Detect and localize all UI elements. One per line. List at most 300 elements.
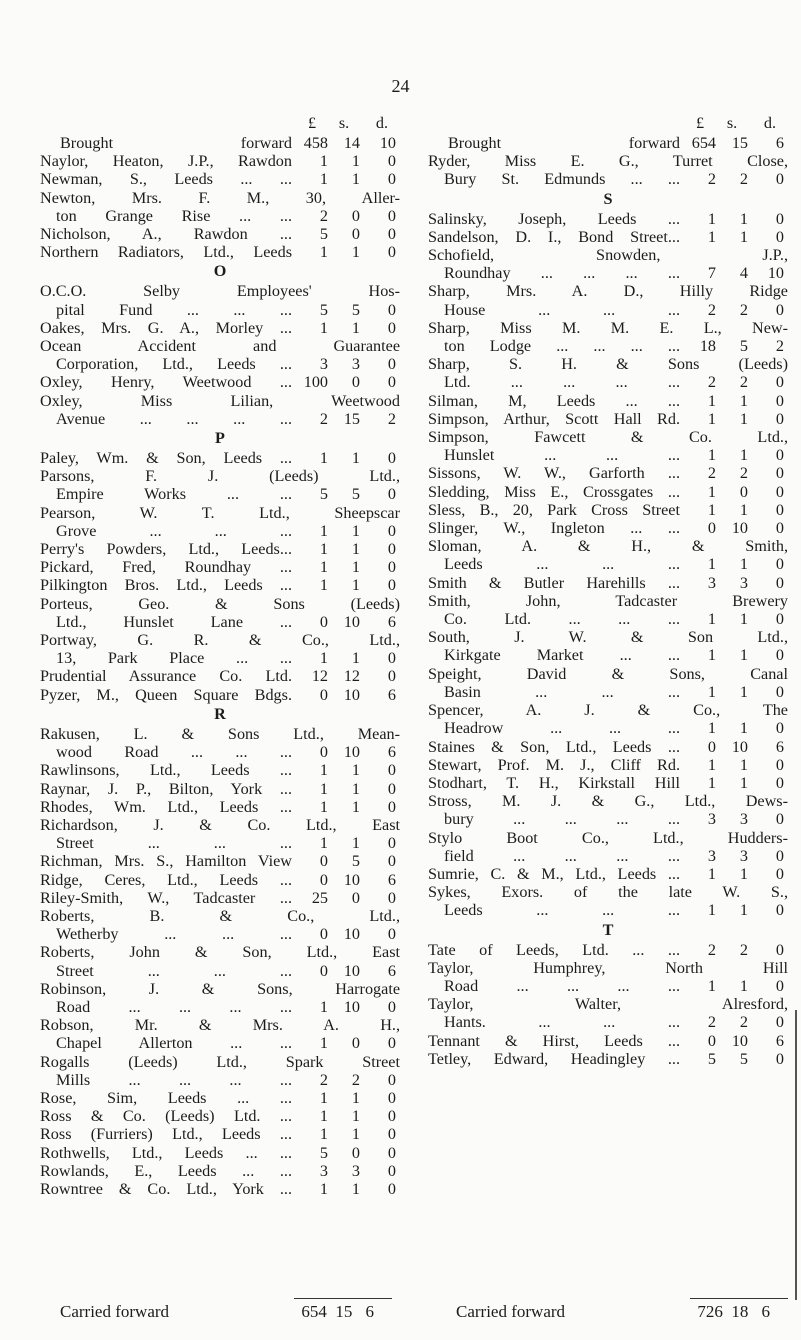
- list-item: [428, 519, 788, 537]
- entry-name: Ross & Co. (Leeds) Ltd. ...: [40, 1107, 292, 1126]
- list-item: [40, 522, 400, 540]
- amount-shillings: 15: [343, 409, 360, 428]
- amount-shillings: 10: [343, 961, 360, 980]
- amount-pounds: 1: [319, 1125, 328, 1144]
- amount-pounds: 0: [319, 961, 328, 980]
- entry-name: ton Lodge ... ... ... ...: [444, 337, 680, 356]
- list-item: [40, 816, 400, 834]
- entry-name: Headrow ... ... ...: [444, 719, 680, 738]
- amount-pounds: 12: [311, 667, 328, 686]
- list-item: [40, 780, 400, 798]
- carried-forward-label: Carried forward: [456, 1302, 566, 1321]
- entry-name: field ... ... ... ...: [444, 846, 680, 865]
- amount-shillings: 2: [739, 464, 748, 483]
- amount-pence: 6: [775, 1031, 784, 1050]
- amount-pence: 0: [387, 779, 396, 798]
- list-item: [40, 558, 400, 576]
- amount-pence: 0: [387, 521, 396, 540]
- entry-name: Ltd., Hunslet Lane ...: [56, 612, 292, 631]
- amount-pounds: 1: [707, 209, 716, 228]
- amount-shillings: 1: [739, 755, 748, 774]
- amount-pence: 0: [775, 373, 784, 392]
- entry-name: Robinson, J. & Sons, Harrogate: [40, 979, 400, 998]
- amount-pence: 0: [775, 464, 784, 483]
- list-item: [40, 485, 400, 503]
- entry-name: Smith, John, Tadcaster Brewery: [428, 591, 788, 610]
- amount-shillings: 1: [351, 558, 360, 577]
- amount-pence: 0: [387, 852, 396, 871]
- entry-name: Tetley, Edward, Headingley ...: [428, 1049, 680, 1068]
- list-item: [40, 631, 400, 649]
- entry-name: Northern Radiators, Ltd., Leeds: [40, 243, 292, 262]
- entry-name: Sloman, A. & H., & Smith,: [428, 537, 788, 556]
- amount-shillings: 1: [739, 719, 748, 738]
- list-item: [428, 355, 788, 373]
- brought-forward-label: Brought forward: [60, 134, 292, 152]
- entry-name: Leeds ... ... ...: [444, 901, 680, 920]
- amount-pounds: 2: [319, 409, 328, 428]
- entry-name: Sless, B., 20, Park Cross Street: [428, 500, 680, 519]
- entry-name: Speight, David & Sons, Canal: [428, 664, 788, 683]
- amount-shillings: 2: [739, 170, 748, 189]
- amount-pounds: 1: [319, 318, 328, 337]
- list-item: [428, 610, 788, 628]
- entry-name: Robson, Mr. & Mrs. A. H.,: [40, 1016, 400, 1035]
- entry-name: Pearson, W. T. Ltd., Sheepscar: [40, 503, 400, 522]
- amount-pence: 0: [775, 940, 784, 959]
- entry-name: Richardson, J. & Co. Ltd., East: [40, 815, 400, 834]
- entry-name: Sandelson, D. I., Bond Street...: [428, 227, 680, 246]
- list-item: [40, 225, 400, 243]
- page-number: 24: [391, 76, 410, 96]
- amount-shillings: 1: [739, 682, 748, 701]
- amount-pence: 6: [761, 1302, 770, 1321]
- amount-shillings: 1: [351, 449, 360, 468]
- amount-shillings: 1: [739, 500, 748, 519]
- amount-shillings: 3: [351, 1161, 360, 1180]
- entry-name: Sharp, S. H. & Sons (Leeds): [428, 355, 788, 374]
- amount-pounds: 1: [319, 1179, 328, 1198]
- list-item: [428, 829, 788, 847]
- list-item: [40, 1071, 400, 1089]
- entry-name: Paley, Wm. & Son, Leeds ...: [40, 449, 292, 468]
- list-item: [40, 743, 400, 761]
- amount-pounds: 0: [319, 685, 328, 704]
- amount-shillings: 1: [739, 976, 748, 995]
- entry-name: Taylor, Humphrey, North Hill: [428, 958, 788, 977]
- amount-pounds: 1: [319, 449, 328, 468]
- amount-pence: 0: [775, 976, 784, 995]
- list-item: [40, 449, 400, 467]
- amount-shillings: 10: [343, 997, 360, 1016]
- pounds-header: £: [307, 114, 317, 132]
- amount-shillings: 1: [739, 773, 748, 792]
- list-item: [40, 998, 400, 1016]
- amount-shillings: 1: [351, 1088, 360, 1107]
- entry-name: Sharp, Mrs. A. D., Hilly Ridge: [428, 282, 788, 301]
- entry-name: Roundhay ... ... ... ...: [444, 264, 680, 283]
- amount-pence: 0: [775, 555, 784, 574]
- list-item: [428, 337, 788, 355]
- amount-pounds: 0: [319, 612, 328, 631]
- amount-pounds: 1: [707, 976, 716, 995]
- amount-pence: 0: [387, 997, 396, 1016]
- amount-pounds: 5: [319, 225, 328, 244]
- carried-forward-row: [60, 1302, 374, 1322]
- entry-name: Sharp, Miss M. M. E. L., New-: [428, 318, 788, 337]
- amount-pounds: 1: [319, 649, 328, 668]
- list-item: [428, 537, 788, 555]
- amount-shillings: 5: [739, 337, 748, 356]
- entry-name: House ... ... ...: [444, 300, 680, 319]
- amount-pence: 0: [775, 1013, 784, 1032]
- amount-shillings: 14: [343, 134, 360, 152]
- amount-pounds: 1: [319, 1034, 328, 1053]
- amount-pounds: 0: [707, 1031, 716, 1050]
- amount-pounds: 0: [319, 852, 328, 871]
- list-item: [40, 301, 400, 319]
- amount-pence: 6: [775, 737, 784, 756]
- list-item: [428, 210, 788, 228]
- amount-pounds: 3: [707, 573, 716, 592]
- amount-pence: 0: [387, 485, 396, 504]
- amount-pounds: 1: [707, 227, 716, 246]
- amount-pence: 6: [387, 743, 396, 762]
- list-item: [40, 1107, 400, 1125]
- pence-header: d.: [375, 114, 389, 132]
- amount-pounds: 2: [319, 1070, 328, 1089]
- amount-pounds: 1: [319, 576, 328, 595]
- amount-pence: 0: [387, 540, 396, 559]
- amount-shillings: 10: [343, 925, 360, 944]
- list-item: [40, 1125, 400, 1143]
- list-item: [40, 980, 400, 998]
- amount-shillings: 10: [731, 1031, 748, 1050]
- list-item: [428, 464, 788, 482]
- amount-shillings: 5: [351, 485, 360, 504]
- amount-pence: 0: [387, 576, 396, 595]
- entry-name: Empire Works ... ...: [56, 485, 292, 504]
- list-item: [428, 883, 788, 901]
- amount-pounds: 1: [707, 901, 716, 920]
- amount-shillings: 12: [343, 667, 360, 686]
- amount-pence: 0: [387, 558, 396, 577]
- section-letter: S: [603, 189, 613, 208]
- amount-pounds: 2: [707, 1013, 716, 1032]
- total-rule: [690, 1298, 788, 1299]
- amount-pounds: 0: [707, 519, 716, 538]
- list-item: [40, 667, 400, 685]
- entry-name: Perry's Powders, Ltd., Leeds...: [40, 540, 292, 559]
- amount-shillings: 2: [739, 300, 748, 319]
- entry-name: Stross, M. J. & G., Ltd., Dews-: [428, 792, 788, 811]
- entry-name: Portway, G. R. & Co., Ltd.,: [40, 631, 400, 650]
- amount-pounds: 726: [697, 1302, 723, 1321]
- amount-shillings: 1: [351, 170, 360, 189]
- list-item: [40, 1180, 400, 1198]
- amount-pence: 0: [775, 682, 784, 701]
- list-item: [428, 228, 788, 246]
- entry-name: Leeds ... ... ...: [444, 555, 680, 574]
- list-item: [40, 761, 400, 779]
- amount-pounds: 1: [707, 719, 716, 738]
- amount-pence: 0: [387, 888, 396, 907]
- amount-shillings: 2: [739, 940, 748, 959]
- amount-pounds: 2: [707, 464, 716, 483]
- amount-shillings: 0: [351, 373, 360, 392]
- list-item: [428, 170, 788, 188]
- entry-name: Sledding, Miss E., Crossgates ...: [428, 482, 680, 501]
- amount-shillings: 10: [343, 743, 360, 762]
- list-item: [40, 1144, 400, 1162]
- amount-pence: 0: [387, 761, 396, 780]
- list-item: [428, 246, 788, 264]
- brought-forward-row: [428, 134, 788, 152]
- amount-pence: 0: [775, 1049, 784, 1068]
- list-item: [40, 576, 400, 594]
- entry-name: Newman, S., Leeds ... ...: [40, 170, 292, 189]
- amount-pounds: 1: [707, 773, 716, 792]
- amount-pence: 2: [387, 409, 396, 428]
- brought-forward-label: Brought forward: [448, 134, 680, 152]
- entry-name: Taylor, Walter, Alresford,: [428, 995, 788, 1014]
- list-item: [428, 774, 788, 792]
- amount-shillings: 15: [731, 134, 748, 152]
- amount-pence: 0: [775, 300, 784, 319]
- right-column: [428, 114, 788, 1068]
- amount-pence: 6: [387, 961, 396, 980]
- entry-name: Sissons, W. W., Garforth ...: [428, 464, 680, 483]
- entry-name: Rhodes, Wm. Ltd., Leeds ...: [40, 797, 292, 816]
- amount-shillings: 0: [351, 888, 360, 907]
- list-item: [428, 1032, 788, 1050]
- list-item: [428, 810, 788, 828]
- list-item: [40, 504, 400, 522]
- amount-shillings: 0: [351, 1034, 360, 1053]
- amount-pounds: 1: [707, 555, 716, 574]
- entry-name: Salinsky, Joseph, Leeds ...: [428, 209, 680, 228]
- amount-pounds: 100: [303, 373, 328, 392]
- amount-pence: 0: [775, 719, 784, 738]
- amount-pence: 0: [387, 1107, 396, 1126]
- list-item: [40, 686, 400, 704]
- amount-pounds: 1: [707, 646, 716, 665]
- list-item: [40, 798, 400, 816]
- amount-pence: 0: [775, 391, 784, 410]
- amount-shillings: 1: [739, 901, 748, 920]
- amount-shillings: 1: [351, 761, 360, 780]
- entry-name: Co. Ltd. ... ... ...: [444, 610, 680, 629]
- entry-name: bury ... ... ... ...: [444, 810, 680, 829]
- entry-name: Chapel Allerton ... ...: [56, 1034, 292, 1053]
- list-item: [428, 152, 788, 170]
- entry-name: Road ... ... ... ...: [56, 997, 292, 1016]
- entry-name: Simpson, Arthur, Scott Hall Rd.: [428, 409, 680, 428]
- entry-name: Slinger, W., Ingleton ... ...: [428, 519, 680, 538]
- amount-pence: 0: [387, 373, 396, 392]
- left-column: [40, 114, 400, 1198]
- amount-pounds: 1: [707, 482, 716, 501]
- entry-name: Smith & Butler Harehills ...: [428, 573, 680, 592]
- amount-pence: 0: [775, 446, 784, 465]
- entry-name: Simpson, Fawcett & Co. Ltd.,: [428, 428, 788, 447]
- amount-pounds: 2: [707, 373, 716, 392]
- amount-shillings: 3: [739, 810, 748, 829]
- amount-shillings: 1: [351, 1107, 360, 1126]
- list-item: [428, 792, 788, 810]
- amount-pence: 0: [775, 755, 784, 774]
- amount-pence: 0: [775, 519, 784, 538]
- amount-shillings: 1: [739, 446, 748, 465]
- entry-name: wood Road ... ... ...: [56, 743, 292, 762]
- amount-shillings: 10: [731, 737, 748, 756]
- list-item: [40, 852, 400, 870]
- shillings-header: s.: [338, 114, 350, 132]
- list-item: [40, 649, 400, 667]
- entry-name: Rothwells, Ltd., Leeds ... ...: [40, 1143, 292, 1162]
- amount-shillings: 1: [351, 243, 360, 262]
- entry-name: Ocean Accident and Guarantee: [40, 337, 400, 356]
- entry-name: Oxley, Miss Lilian, Weetwood: [40, 391, 400, 410]
- entry-name: Wetherby ... ... ...: [56, 925, 292, 944]
- list-item: [428, 847, 788, 865]
- amount-shillings: 3: [739, 573, 748, 592]
- list-item: [428, 901, 788, 919]
- list-item: [40, 189, 400, 207]
- list-item: [428, 719, 788, 737]
- amount-pounds: 5: [319, 300, 328, 319]
- entry-name: pital Fund ... ... ...: [56, 300, 292, 319]
- amount-pounds: 0: [319, 925, 328, 944]
- amount-shillings: 1: [739, 209, 748, 228]
- list-item: [428, 428, 788, 446]
- list-item: [428, 410, 788, 428]
- list-item: [428, 319, 788, 337]
- amount-pence: 0: [775, 901, 784, 920]
- currency-header: [40, 114, 400, 134]
- amount-pounds: 1: [319, 761, 328, 780]
- entry-name: Road ... ... ... ...: [444, 976, 680, 995]
- list-item: [428, 301, 788, 319]
- entry-name: Naylor, Heaton, J.P., Rawdon: [40, 152, 292, 171]
- amount-pence: 0: [387, 1088, 396, 1107]
- amount-pence: 6: [387, 870, 396, 889]
- entry-name: Raynar, J. P., Bilton, York ...: [40, 779, 292, 798]
- list-item: [428, 501, 788, 519]
- entry-name: Rowlands, E., Leeds ... ...: [40, 1161, 292, 1180]
- entry-name: Avenue ... ... ... ...: [56, 409, 292, 428]
- amount-shillings: 10: [343, 870, 360, 889]
- entry-name: Corporation, Ltd., Leeds ...: [56, 355, 292, 374]
- list-item: [40, 943, 400, 961]
- amount-pounds: 2: [707, 300, 716, 319]
- amount-shillings: 1: [739, 555, 748, 574]
- entry-name: Hants. ... ... ...: [444, 1013, 680, 1032]
- list-item: [40, 1016, 400, 1034]
- list-item: [428, 592, 788, 610]
- list-item: [428, 264, 788, 282]
- list-item: [40, 962, 400, 980]
- entry-name: Rawlinsons, Ltd., Leeds ...: [40, 761, 292, 780]
- list-item: [428, 977, 788, 995]
- amount-pounds: 0: [707, 737, 716, 756]
- entry-name: Ross (Furriers) Ltd., Leeds ...: [40, 1125, 292, 1144]
- list-item: [428, 738, 788, 756]
- amount-pence: 0: [387, 152, 396, 171]
- list-item: [428, 646, 788, 664]
- amount-pounds: 1: [319, 521, 328, 540]
- pence-header: d.: [763, 114, 777, 132]
- entry-name: Silman, M, Leeds ... ...: [428, 391, 680, 410]
- entry-name: 13, Park Place ... ...: [56, 649, 292, 668]
- amount-pence: 6: [387, 612, 396, 631]
- entry-name: Oxley, Henry, Weetwood ...: [40, 373, 292, 392]
- entry-name: Sumrie, C. & M., Ltd., Leeds ...: [428, 864, 680, 883]
- amount-pence: 0: [387, 649, 396, 668]
- carried-forward-row: [456, 1302, 770, 1322]
- amount-shillings: 4: [739, 264, 748, 283]
- amount-pounds: 1: [707, 864, 716, 883]
- amount-shillings: 3: [351, 355, 360, 374]
- amount-pence: 0: [775, 773, 784, 792]
- amount-shillings: 1: [739, 227, 748, 246]
- amount-pounds: 458: [303, 134, 328, 152]
- list-item: [40, 207, 400, 225]
- amount-pounds: 2: [707, 170, 716, 189]
- amount-pounds: 1: [319, 243, 328, 262]
- amount-shillings: 1: [351, 1179, 360, 1198]
- amount-pounds: 25: [311, 888, 328, 907]
- amount-shillings: 0: [351, 206, 360, 225]
- entry-name: Stodhart, T. H., Kirkstall Hill: [428, 773, 680, 792]
- entry-name: Ryder, Miss E. G., Turret Close,: [428, 152, 788, 171]
- amount-pounds: 3: [319, 355, 328, 374]
- amount-pounds: 18: [699, 337, 716, 356]
- list-item: [40, 925, 400, 943]
- pounds-header: £: [695, 114, 705, 132]
- list-item: [428, 392, 788, 410]
- amount-shillings: 1: [351, 1125, 360, 1144]
- section-letter: T: [602, 920, 614, 939]
- amount-shillings: 1: [739, 391, 748, 410]
- entry-name: Pickard, Fred, Roundhay ...: [40, 558, 292, 577]
- amount-pence: 0: [387, 243, 396, 262]
- amount-shillings: 10: [343, 685, 360, 704]
- amount-pounds: 3: [707, 846, 716, 865]
- amount-pence: 0: [387, 300, 396, 319]
- amount-pounds: 2: [319, 206, 328, 225]
- list-item: [428, 483, 788, 501]
- amount-shillings: 1: [351, 834, 360, 853]
- amount-shillings: 2: [351, 1070, 360, 1089]
- amount-shillings: 0: [351, 1143, 360, 1162]
- list-item: [428, 282, 788, 300]
- amount-shillings: 10: [343, 612, 360, 631]
- amount-shillings: 1: [739, 864, 748, 883]
- amount-pounds: 1: [319, 1088, 328, 1107]
- amount-shillings: 1: [351, 576, 360, 595]
- entry-name: South, J. W. & Son Ltd.,: [428, 628, 788, 647]
- list-item: [40, 392, 400, 410]
- amount-shillings: 0: [739, 482, 748, 501]
- amount-shillings: 1: [351, 152, 360, 171]
- list-item: [40, 834, 400, 852]
- entry-name: Richman, Mrs. S., Hamilton View: [40, 852, 292, 871]
- list-item: [428, 574, 788, 592]
- amount-pence: 0: [387, 1179, 396, 1198]
- amount-pounds: 1: [319, 170, 328, 189]
- entry-name: Rowntree & Co. Ltd., York ...: [40, 1179, 292, 1198]
